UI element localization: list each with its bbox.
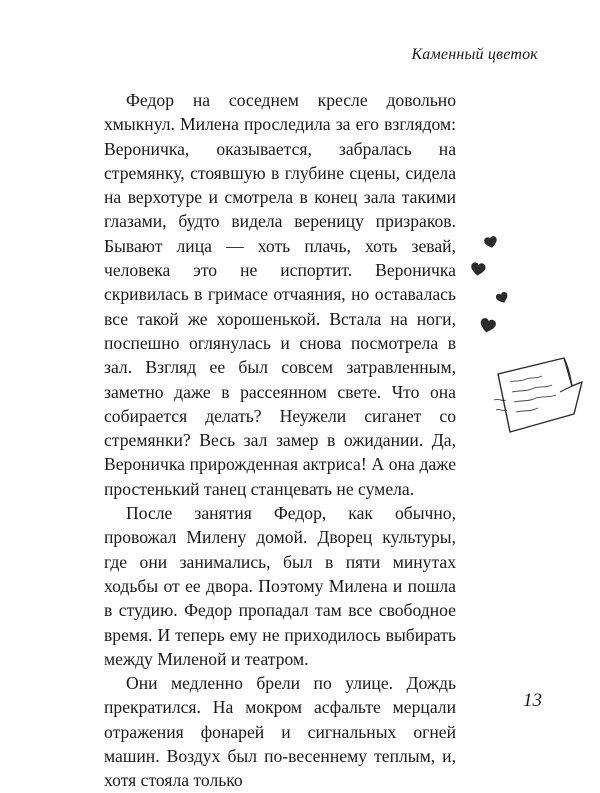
paragraph-3: Они медленно брели по улице. Дождь прекратился. На мокром асфальте мерцали отражения фонарей и сигнальных огней машин. Воздух был по-весеннему теплым, и, хотя стояла только xyxy=(104,673,456,791)
heart-icon xyxy=(484,236,498,250)
body-text xyxy=(104,88,456,793)
running-head: Каменный цветок xyxy=(411,46,538,63)
paragraph-2: После занятия Федор, как обычно, провожал Милену домой. Дворец культуры, где они занимались, был в пяти минутах ходьбы от ее двора. Поэтому Милена и пошла в студию. Федор пропадал там все свободное время. И теперь ему не приходилось выбирать между Миленой и театром. xyxy=(104,503,456,669)
heart-icon xyxy=(496,292,509,305)
heart-icon xyxy=(470,262,486,278)
flying-note-illustration xyxy=(490,352,590,442)
heart-icon xyxy=(479,318,496,335)
paragraph-1: Федор на соседнем кресле довольно хмыкнул. Милена проследила за его взглядом: Вероничка, оказывается, забралась на стремянку, стоявшую в глубине сцены, сидела на верхотуре и смотрела в конец зала такими глазами, будто видела вереницу призраков. Бывают лица — хоть плачь, хоть зевай, человека это не испортит. Вероничка скривилась в гримасе отчаяния, но оставалась все такой же хорошенькой. Встала на ноги, поспешно оглянулась и снова посмотрела в зал. Взгляд ее был совсем затравленным, заметно даже в рассеянном свете. Что она собирается делать? Неужели сиганет со стремянки? Весь зал замер в ожидании. Да, Вероничка прирожденная актриса! А она даже простенький танец станцевать не сумела. xyxy=(104,90,456,499)
page-number: 13 xyxy=(523,690,542,711)
